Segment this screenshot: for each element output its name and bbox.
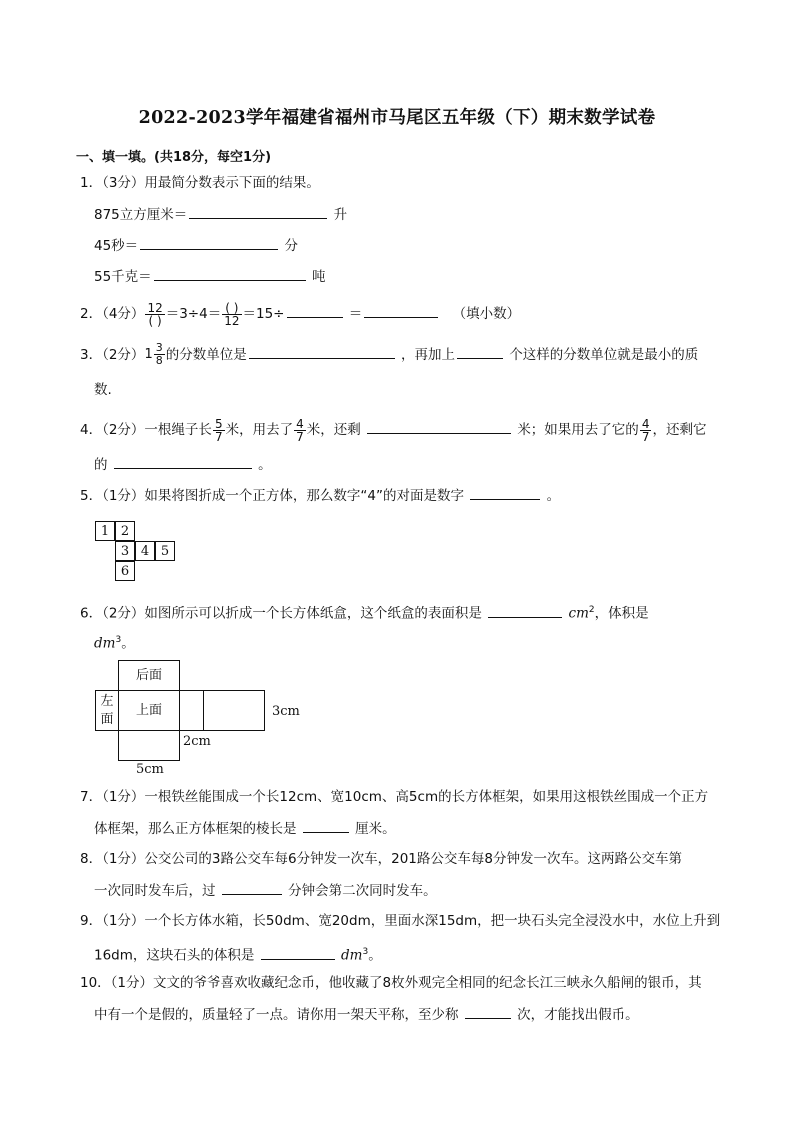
q1-b-text: 45秒＝ [94, 238, 139, 254]
q6-unit1: cm [568, 605, 589, 622]
q7-line-1: 7．（1分）一根铁丝能围成一个长12cm、宽10cm、高5cm的长方体框架，如果用这根铁丝围成一个正方 [80, 789, 709, 805]
q2-f1-den: ( ) [148, 313, 162, 328]
q2-fraction-2 [222, 302, 241, 327]
q2-fraction-1 [145, 302, 164, 327]
q3-num: 3．（2分） [80, 347, 145, 363]
q4-fraction-2 [294, 418, 306, 443]
net-front-face [118, 730, 180, 761]
q2-f2-den: 12 [224, 313, 240, 328]
net-cell-1: 1 [95, 521, 115, 541]
q7-line-2 [94, 818, 396, 839]
q3-t3: 个这样的分数单位就是最小的质 [509, 347, 699, 363]
q8-line-1: 8．（1分）公交公司的3路公交车每6分钟发一次车，201路公交车每8分钟发一次车。这两路公交车第 [80, 851, 682, 867]
q4-f3-num: 4 [641, 416, 650, 431]
q1-item-a [94, 204, 347, 225]
q1-item-b [94, 235, 298, 256]
q9-l2a: 16dm，这块石头的体积是 [94, 947, 255, 964]
q6-line-2 [94, 630, 135, 654]
q4-f2-den: 7 [296, 429, 304, 444]
q4-t1: 米，用去了 [225, 422, 294, 438]
q1-b-unit: 分 [284, 238, 298, 254]
q5-stem-line [80, 485, 560, 506]
q2-eq3: ＝ [348, 306, 363, 322]
left-face-label-2: 面 [100, 712, 114, 727]
q1-c-unit: 吨 [311, 269, 326, 285]
net-cell-5: 5 [155, 541, 175, 561]
q2-f1-num: 12 [147, 300, 163, 315]
q3-t4: 数. [94, 382, 112, 398]
q4-fraction-3 [640, 418, 652, 443]
q6-stem: 6．（2分）如图所示可以折成一个长方体纸盒，这个纸盒的表面积是 [80, 605, 482, 622]
q10-l2a: 中有一个是假的，质量轻了一点。请你用一架天平称，至少称 [94, 1007, 459, 1023]
q3-frac-den: 8 [155, 354, 163, 367]
q4-f2-num: 4 [296, 416, 304, 431]
q4-t4: ，还剩它 [652, 422, 707, 438]
q10-l2b: 次，才能找出假币。 [517, 1007, 639, 1023]
back-face-label: 后面 [135, 668, 162, 683]
q4-t6: 。 [258, 457, 272, 473]
q6-blank-1[interactable] [488, 603, 562, 618]
q7-l2a: 体框架，那么正方体框架的棱长是 [94, 821, 297, 837]
q5-end: 。 [546, 488, 561, 504]
q2-line [80, 300, 520, 328]
q4-line-2 [94, 454, 272, 475]
q4-t5: 的 [94, 457, 108, 473]
q4-blank-1[interactable] [367, 419, 511, 434]
q2-eq1: ＝3÷4＝ [165, 306, 222, 322]
q1-stem: 1．（3分）用最简分数表示下面的结果。 [80, 175, 320, 191]
q1-b-blank[interactable] [140, 235, 278, 250]
q4-line-1 [80, 416, 706, 444]
dim-length-label: 5cm [136, 762, 164, 777]
q2-f2-num: ( ) [222, 302, 241, 315]
q6-sup2: 3 [115, 635, 122, 645]
q4-t2: 米，还剩 [306, 422, 361, 438]
q2-note: （填小数） [452, 306, 521, 322]
dim-width-label: 2cm [183, 734, 211, 749]
q1-a-blank[interactable] [189, 204, 327, 219]
q3-t2: ，再加上 [401, 347, 456, 363]
q1-a-unit: 升 [333, 207, 348, 223]
q1-a-text: 875立方厘米＝ [94, 207, 188, 223]
q3-whole: 1 [144, 347, 153, 362]
net-top-face [118, 690, 180, 731]
q9-blank[interactable] [261, 945, 335, 960]
left-face-label-1: 左 [100, 694, 114, 709]
net-cell-2: 2 [115, 521, 135, 541]
q7-blank[interactable] [303, 818, 349, 833]
q2-blank-2[interactable] [364, 303, 438, 318]
page-title: 2022-2023学年福建省福州市马尾区五年级（下）期末数学试卷 [138, 108, 656, 128]
q6-sup1: 2 [588, 605, 595, 615]
q4-blank-2[interactable] [114, 454, 252, 469]
q6-stem-line [80, 600, 649, 624]
q3-blank-2[interactable] [457, 344, 503, 359]
q9-line-2 [94, 942, 382, 966]
section-heading: 一、填一填。(共18分，每空1分) [76, 150, 272, 165]
q7-l2b: 厘米。 [355, 821, 396, 837]
q4-t3: 米；如果用去了它的 [517, 422, 639, 438]
net-cell-3: 3 [115, 541, 135, 561]
q5-blank[interactable] [470, 485, 540, 500]
q9-unit: dm [341, 947, 363, 964]
q6-t3: 。 [121, 635, 135, 652]
net-left-face [95, 690, 119, 731]
q3-mixed-number [144, 341, 165, 369]
q4-f1-num: 5 [214, 416, 223, 431]
top-face-label: 上面 [135, 703, 162, 718]
q10-line-2 [94, 1004, 639, 1025]
q2-eq2: ＝15÷ [242, 306, 285, 322]
q9-line-1: 9．（1分）一个长方体水箱，长50dm、宽20dm，里面水深15dm，把一块石头完全浸没水中，水位上升到 [80, 913, 721, 929]
q9-sup: 3 [362, 947, 369, 957]
net-cell-6: 6 [115, 561, 135, 581]
q4-num: 4．（2分）一根绳子长 [80, 422, 212, 438]
q8-blank[interactable] [222, 880, 282, 895]
q5-stem: 5．（1分）如果将图折成一个正方体，那么数字“4”的对面是数字 [80, 488, 465, 504]
q3-frac-num: 3 [155, 341, 163, 354]
net-cell-4: 4 [135, 541, 155, 561]
dim-height-label: 3cm [272, 704, 300, 719]
q3-t1: 的分数单位是 [165, 347, 247, 363]
q8-l2a: 一次同时发车后，过 [94, 883, 216, 899]
q8-line-2 [94, 880, 437, 901]
net-bottom-face [203, 690, 265, 731]
q2-num: 2．（4分） [80, 306, 145, 322]
q10-blank[interactable] [465, 1004, 511, 1019]
q2-blank-1[interactable] [287, 303, 343, 318]
q10-line-1: 10．（1分）文文的爷爷喜欢收藏纪念币，他收藏了8枚外观完全相同的纪念长江三峡永久船闸的银币，其 [80, 975, 702, 991]
q4-f1-den: 7 [214, 429, 223, 444]
q4-f3-den: 7 [641, 429, 650, 444]
q1-c-blank[interactable] [154, 266, 306, 281]
q9-l2c: 。 [368, 947, 382, 964]
net-right-face [179, 690, 204, 731]
q3-line-1 [80, 341, 698, 369]
q3-blank-1[interactable] [249, 344, 395, 359]
q4-fraction-1 [213, 418, 225, 443]
q1-c-text: 55千克＝ [94, 269, 152, 285]
q6-unit2: dm [94, 635, 116, 652]
net-back-face [118, 660, 180, 691]
q8-l2b: 分钟会第二次同时发车。 [288, 883, 437, 899]
q6-t2: ，体积是 [594, 605, 649, 622]
q1-item-c [94, 266, 325, 287]
